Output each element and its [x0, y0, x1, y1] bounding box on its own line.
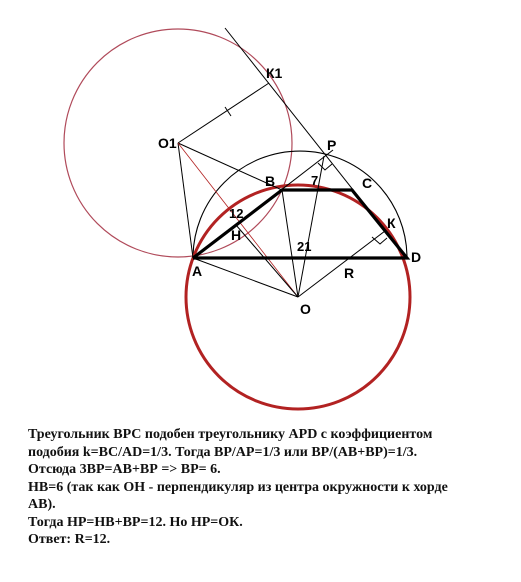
- label-a: А: [192, 263, 203, 279]
- solution-line: подобия k=ВС/АD=1/3. Тогда ВР/АР=1/3 или ВР/(АВ+ВР)=1/3.: [28, 444, 418, 460]
- segment-o1-a: [178, 143, 193, 258]
- label-d: D: [411, 249, 422, 265]
- label-k1: К1: [266, 65, 283, 81]
- label-h: Н: [231, 227, 242, 243]
- label-p: Р: [327, 137, 337, 153]
- segment-o-a: [193, 258, 298, 297]
- solution-answer: Ответ: R=12.: [28, 532, 111, 547]
- solution-line: Треугольник ВРС подобен треугольнику АРD с коэффициентом: [28, 427, 433, 442]
- label-k: К: [387, 215, 396, 231]
- solution-line: АВ).: [28, 497, 56, 512]
- solution-line: НВ=6 (так как ОН - перпендикуляр из центра окружности к хорде: [28, 479, 448, 495]
- label-b: В: [265, 173, 276, 189]
- right-angle-p: [318, 163, 332, 170]
- right-angle-k: [372, 237, 387, 244]
- label-r: R: [344, 265, 355, 281]
- label-c: С: [362, 175, 373, 191]
- solution-line: Отсюда 3ВР=АВ+ВР => ВР= 6.: [28, 462, 221, 477]
- label-o: О: [300, 301, 311, 317]
- length-bc: 7: [311, 173, 319, 188]
- label-o1: О1: [158, 135, 177, 151]
- solution-line: Тогда НР=НВ+ВР=12. Но НР=ОК.: [28, 514, 243, 530]
- length-ab: 12: [229, 206, 244, 221]
- solution-text: [28, 426, 518, 549]
- length-ad: 21: [297, 239, 312, 254]
- segment-o1-k1: [178, 83, 269, 143]
